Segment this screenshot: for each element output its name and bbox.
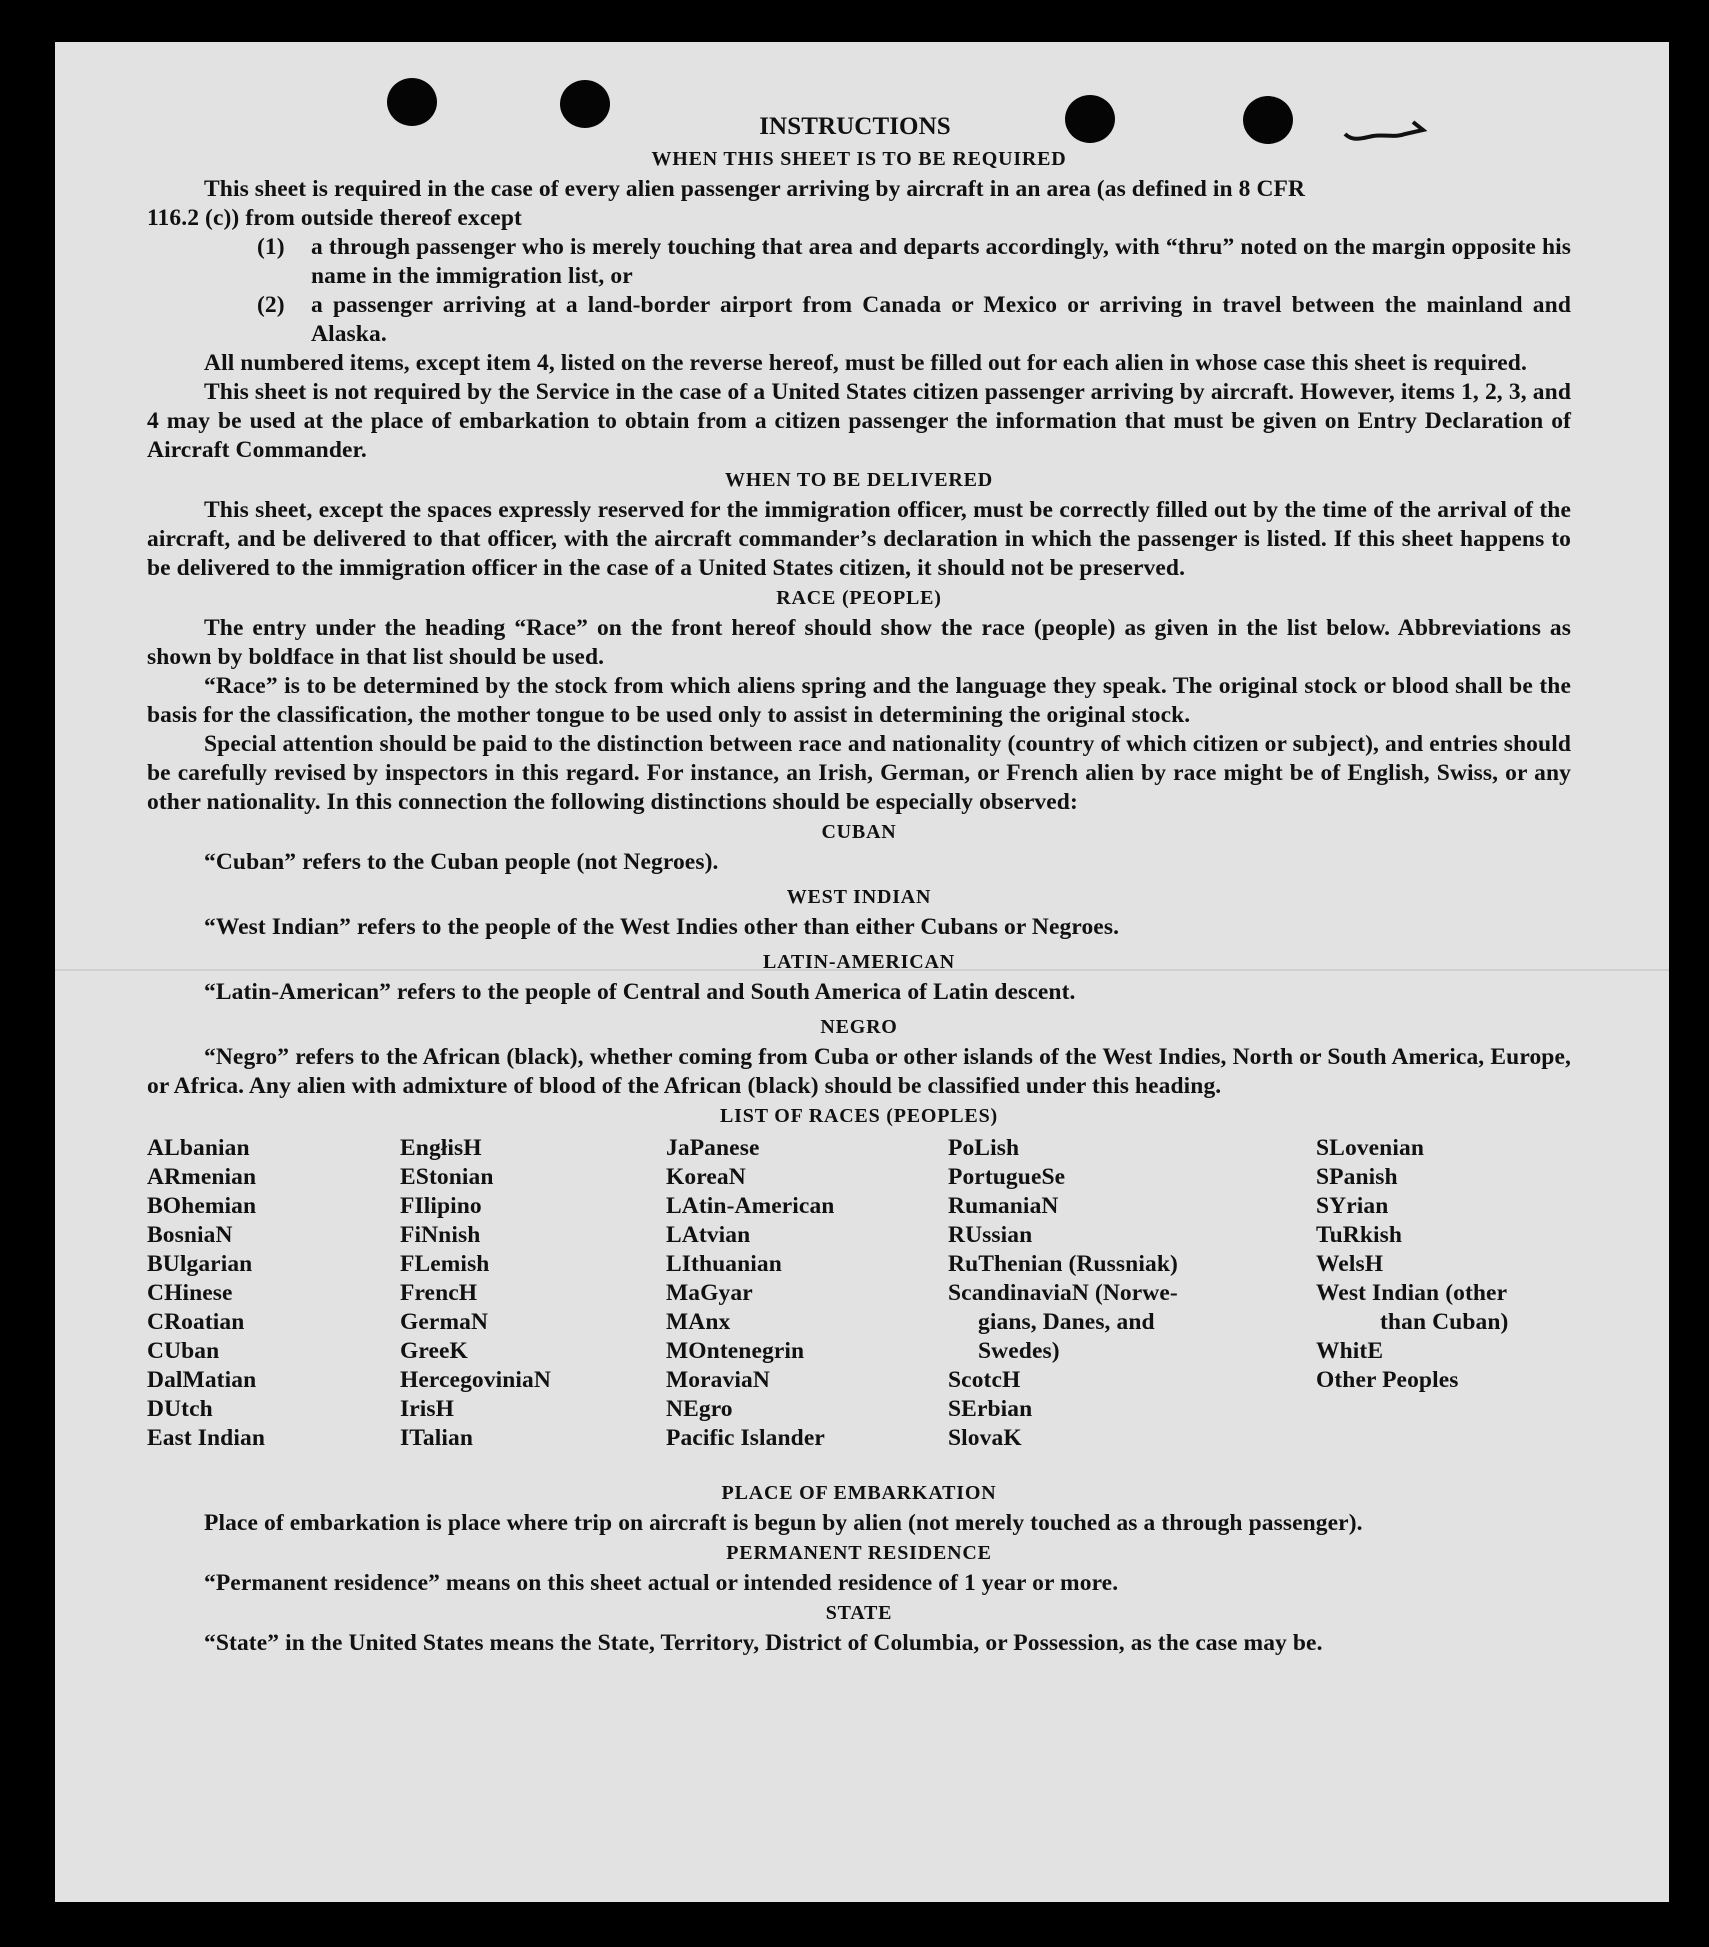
race-entry: RuThenian (Russniak)	[948, 1251, 1178, 1277]
heading-cuban: CUBAN	[821, 821, 897, 843]
race-entry: LAtvian	[666, 1222, 751, 1248]
race-entry: Pacific Islander	[666, 1425, 825, 1451]
race-entry: DUtch	[147, 1396, 213, 1422]
race-paragraph-2: “Race” is to be determined by the stock from which aliens spring and the language they speak. The original stock or blood shall be the basis for the classification, the mother tongue to be used only to assist in determining the original stock.	[147, 673, 1571, 728]
race-column	[666, 1134, 834, 1453]
race-entry: West Indian (other	[1316, 1280, 1508, 1306]
race-entry: ITalian	[400, 1425, 473, 1451]
race-list	[147, 1134, 1571, 1478]
race-entry: FIlipino	[400, 1193, 482, 1219]
race-entry: SlovaK	[948, 1425, 1022, 1451]
race-column	[1316, 1134, 1508, 1395]
race-paragraph-3: Special attention should be paid to the distinction between race and nationality (country of which citizen or subject), and entries should be carefully revised by inspectors in this regard. For instance, an Irish, German, or French alien by race might be of English, Swiss, or any other nationality. In this connection the following distinctions should be especially observed:	[147, 731, 1571, 815]
race-entry: JaPanese	[666, 1135, 760, 1161]
race-entry: ARmenian	[147, 1164, 257, 1190]
race-column	[147, 1134, 265, 1453]
heading-when-delivered: WHEN TO BE DELIVERED	[724, 469, 994, 491]
race-entry: RumaniaN	[948, 1193, 1059, 1219]
race-entry: LIthuanian	[666, 1251, 782, 1277]
race-entry: PortugueSe	[948, 1164, 1066, 1190]
race-entry: MaGyar	[666, 1280, 753, 1306]
heading-negro: NEGRO	[820, 1016, 898, 1038]
instructions-body	[147, 110, 1571, 1658]
race-entry: FiNnish	[400, 1222, 481, 1248]
heading-list-of-races: LIST OF RACES (PEOPLES)	[720, 1105, 998, 1127]
race-entry: LAtin-American	[666, 1193, 835, 1219]
race-entry-continuation: than Cuban)	[1380, 1309, 1509, 1335]
race-entry: SLovenian	[1316, 1135, 1424, 1161]
document-sheet	[55, 42, 1669, 1902]
race-entry: PoLish	[948, 1135, 1020, 1161]
race-entry: MoraviaN	[666, 1367, 770, 1393]
race-entry: BosniaN	[147, 1222, 233, 1248]
race-entry: CUban	[147, 1338, 220, 1364]
heading-state: STATE	[825, 1602, 893, 1624]
numbered-items-paragraph: All numbered items, except item 4, listed on the reverse hereof, must be filled out for each alien in whose case this sheet is required.	[204, 350, 1527, 376]
exception-item	[257, 233, 1571, 291]
race-entry: KoreaN	[666, 1164, 746, 1190]
race-entry: EngłisH	[400, 1135, 482, 1161]
race-entry: CHinese	[147, 1280, 233, 1306]
race-entry: SYrian	[1316, 1193, 1389, 1219]
race-entry: BUlgarian	[147, 1251, 253, 1277]
heading-when-required: WHEN THIS SHEET IS TO BE REQUIRED	[651, 148, 1067, 170]
race-entry: East Indian	[147, 1425, 266, 1451]
race-entry: EStonian	[400, 1164, 494, 1190]
race-paragraph-1: The entry under the heading “Race” on the front hereof should show the race (people) as given in the list below. Abbreviations as shown by boldface in that list should be used.	[147, 615, 1571, 670]
race-entry: GreeK	[400, 1338, 468, 1364]
exception-number: (2)	[257, 292, 285, 318]
race-entry-continuation: gians, Danes, and	[978, 1309, 1155, 1335]
embarkation-definition: Place of embarkation is place where trip on aircraft is begun by alien (not merely touched as a through passenger).	[204, 1510, 1363, 1536]
race-entry: GermaN	[400, 1309, 489, 1335]
heading-permanent-residence: PERMANENT RESIDENCE	[726, 1542, 992, 1564]
intro-line-2: 116.2 (c)) from outside thereof except	[147, 205, 522, 231]
race-column	[948, 1134, 1178, 1453]
delivery-paragraph: This sheet, except the spaces expressly reserved for the immigration officer, must be correctly filled out by the time of the arrival of the aircraft, and be delivered to that officer, with the aircraft commander’s declaration in which the passenger is listed. If this sheet happens to be delivered to the immigration officer in the case of a United States citizen, it should not be preserved.	[147, 497, 1571, 581]
heading-west-indian: WEST INDIAN	[786, 886, 932, 908]
race-entry: BOhemian	[147, 1193, 257, 1219]
race-entry: ScandinaviaN (Norwe-	[948, 1280, 1178, 1306]
exception-item	[257, 291, 1571, 349]
cuban-definition: “Cuban” refers to the Cuban people (not Negroes).	[204, 849, 719, 875]
race-entry: SPanish	[1316, 1164, 1398, 1190]
latin-american-definition: “Latin-American” refers to the people of Central and South America of Latin descent.	[204, 979, 1076, 1005]
race-entry-continuation: Swedes)	[978, 1338, 1060, 1364]
race-entry: SErbian	[948, 1396, 1033, 1422]
exception-text: a through passenger who is merely touching that area and departs accordingly, with “thru” noted on the margin opposite his name in the immigration list, or	[311, 234, 1571, 289]
race-entry: TuRkish	[1316, 1222, 1403, 1248]
race-entry: CRoatian	[147, 1309, 245, 1335]
race-entry: RUssian	[948, 1222, 1033, 1248]
race-entry: NEgro	[666, 1396, 733, 1422]
heading-place-of-embarkation: PLACE OF EMBARKATION	[721, 1482, 997, 1504]
race-entry: ScotcH	[948, 1367, 1021, 1393]
race-entry: WelsH	[1316, 1251, 1384, 1277]
residence-definition: “Permanent residence” means on this sheet actual or intended residence of 1 year or more.	[204, 1570, 1119, 1596]
race-entry: MOntenegrin	[666, 1338, 805, 1364]
race-entry: ALbanian	[147, 1135, 250, 1161]
citizen-paragraph: This sheet is not required by the Service in the case of a United States citizen passenger arriving by aircraft. However, items 1, 2, 3, and 4 may be used at the place of embarkation to obtain from a citizen passenger the information that must be given on Entry Declaration of Aircraft Commander.	[147, 379, 1571, 463]
heading-latin-american: LATIN-AMERICAN	[763, 951, 955, 973]
race-entry: FrencH	[400, 1280, 478, 1306]
race-entry: WhitE	[1316, 1338, 1384, 1364]
negro-definition: “Negro” refers to the African (black), whether coming from Cuba or other islands of the West Indies, North or South America, Europe, or Africa. Any alien with admixture of blood of the African (black) should be classified under this heading.	[147, 1044, 1571, 1099]
exception-text: a passenger arriving at a land-border airport from Canada or Mexico or arriving in travel between the mainland and Alaska.	[311, 292, 1571, 347]
race-entry: IrisH	[400, 1396, 455, 1422]
west-indian-definition: “West Indian” refers to the people of the West Indies other than either Cubans or Negroes.	[204, 914, 1120, 940]
state-definition: “State” in the United States means the State, Territory, District of Columbia, or Possession, as the case may be.	[204, 1630, 1323, 1656]
race-column	[400, 1134, 551, 1453]
intro-line-1: This sheet is required in the case of every alien passenger arriving by aircraft in an area (as defined in 8 CFR	[204, 176, 1306, 202]
race-entry: HercegoviniaN	[400, 1367, 551, 1393]
race-entry: FLemish	[400, 1251, 490, 1277]
race-entry: DalMatian	[147, 1367, 257, 1393]
race-entry: MAnx	[666, 1309, 731, 1335]
heading-race: RACE (PEOPLE)	[776, 587, 942, 609]
race-entry: Other Peoples	[1316, 1367, 1459, 1393]
page-title: INSTRUCTIONS	[759, 113, 951, 140]
exception-number: (1)	[257, 234, 285, 260]
